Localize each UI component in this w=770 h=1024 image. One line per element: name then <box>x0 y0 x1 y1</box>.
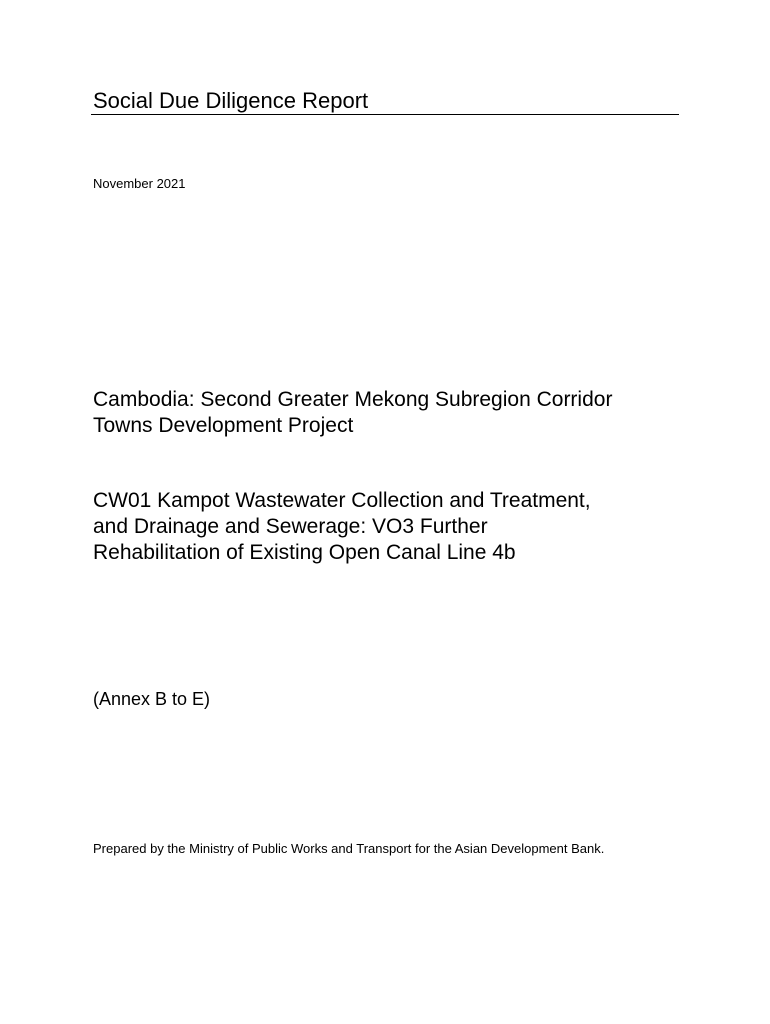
subproject-title-line-2: and Drainage and Sewerage: VO3 Further <box>93 515 488 538</box>
annex-note: (Annex B to E) <box>93 689 211 709</box>
prepared-by-statement: Prepared by the Ministry of Public Works and Transport for the Asian Development Bank. <box>93 841 605 856</box>
project-title <box>93 387 693 439</box>
subproject-title-line-3: Rehabilitation of Existing Open Canal Line 4b <box>93 541 516 564</box>
subproject-title <box>93 488 693 566</box>
title-underline-rule <box>91 114 679 115</box>
subproject-title-line-1: CW01 Kampot Wastewater Collection and Treatment, <box>93 489 591 512</box>
project-title-line-2: Towns Development Project <box>93 414 354 437</box>
report-date: November 2021 <box>93 176 186 191</box>
project-title-line-1: Cambodia: Second Greater Mekong Subregion Corridor <box>93 388 613 411</box>
report-type-heading: Social Due Diligence Report <box>93 88 369 113</box>
